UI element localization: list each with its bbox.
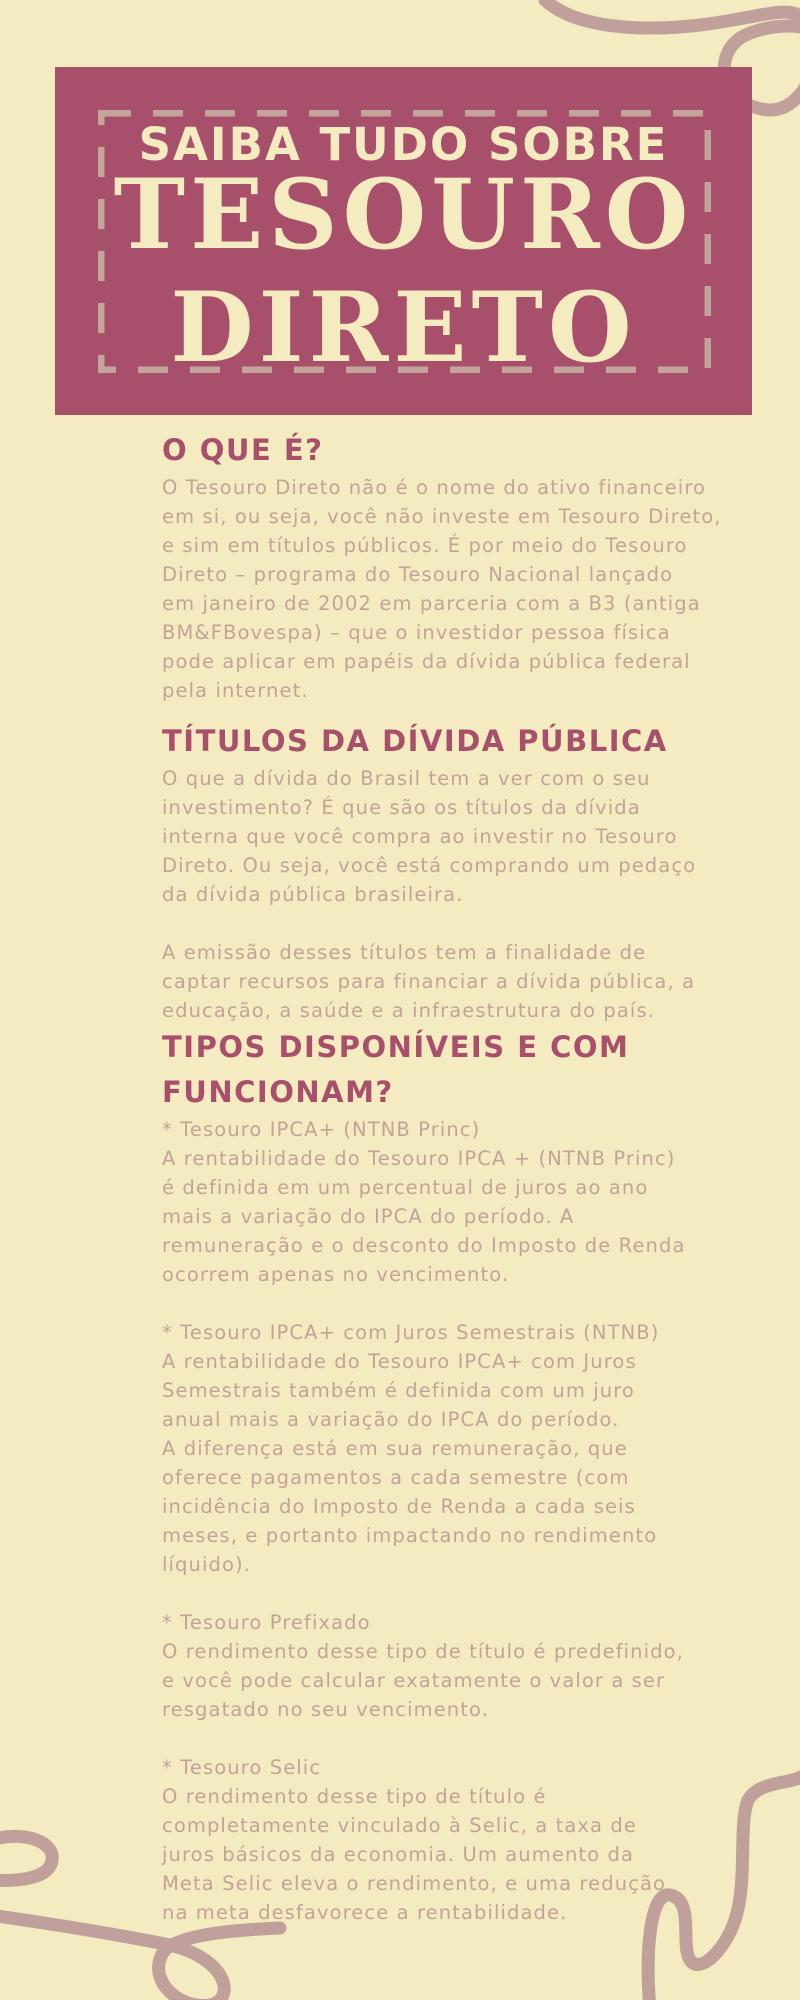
section-what-is xyxy=(162,428,792,705)
item-text: A rentabilidade do Tesouro IPCA+ com Juros Semestrais também é definida com um juro anual mais a variação do IPCA do período. A diferença está em sua remuneração, que oferece pagamentos a cada semestre (com incidência do Imposto de Renda a cada seis meses, e portanto impactando no rendimento líquido). xyxy=(162,1350,658,1576)
heading-types-line2: FUNCIONAM? xyxy=(162,1075,394,1109)
section-types xyxy=(162,1025,792,1927)
list-item-prefixado xyxy=(162,1608,792,1724)
text-what-is: O Tesouro Direto não é o nome do ativo financeiro em si, ou seja, você não investe em Tesouro Direto, e sim em títulos públicos. É por meio do Tesouro Direto – programa do Tesouro Nacional lançado em janeiro de 2002 em parceria com a B3 (antiga BM&FBovespa) – que o investidor pessoa física pode aplicar em papéis da dívida pública federal pela internet. xyxy=(162,476,722,702)
banner-title-line2: DIRETO xyxy=(170,271,637,384)
heading-public-debt: TÍTULOS DA DÍVIDA PÚBLICA xyxy=(162,724,668,758)
item-title: * Tesouro IPCA+ com Juros Semestrais (NTNB) xyxy=(162,1321,660,1344)
list-item-ipca-semestrais xyxy=(162,1318,792,1579)
text-public-debt-2: A emissão desses títulos tem a finalidade de captar recursos para financiar a dívida pública, a educação, a saúde e a infraestrutura do país. xyxy=(162,941,696,1022)
heading-types-line1: TIPOS DISPONÍVEIS E COM xyxy=(162,1030,630,1064)
title-banner xyxy=(55,67,752,415)
text-public-debt-1: O que a dívida do Brasil tem a ver com o seu investimento? É que são os títulos da dívida interna que você compra ao investir no Tesouro Direto. Ou seja, você está comprando um pedaço da dívida pública brasileira. xyxy=(162,767,697,906)
item-text: O rendimento desse tipo de título é completamente vinculado à Selic, a taxa de juros básicos da economia. Um aumento da Meta Selic eleva o rendimento, e uma redução na meta desfavorece a rentabilidade. xyxy=(162,1785,667,1924)
list-item-ipca-princ xyxy=(162,1115,792,1289)
heading-what-is: O QUE É? xyxy=(162,433,324,467)
list-item-selic xyxy=(162,1753,792,1927)
section-public-debt xyxy=(162,719,792,1025)
item-title: * Tesouro Prefixado xyxy=(162,1611,371,1634)
article-body xyxy=(162,428,792,1927)
item-text: A rentabilidade do Tesouro IPCA + (NTNB Princ) é definida em um percentual de juros ao ano mais a variação do IPCA do período. A remuneração e o desconto do Imposto de Renda ocorrem apenas no vencimento. xyxy=(162,1147,686,1286)
banner-kicker: SAIBA TUDO SOBRE xyxy=(138,118,669,171)
banner-title-line1: TESOURO xyxy=(113,158,694,271)
item-text: O rendimento desse tipo de título é predefinido, e você pode calcular exatamente o valor a ser resgatado no seu vencimento. xyxy=(162,1640,684,1721)
item-title: * Tesouro IPCA+ (NTNB Princ) xyxy=(162,1118,481,1141)
item-title: * Tesouro Selic xyxy=(162,1756,322,1779)
